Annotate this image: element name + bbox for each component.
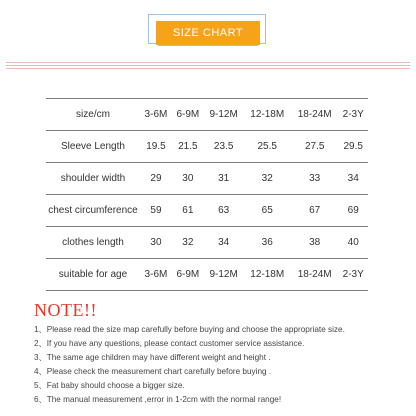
table-cell: 19.5	[140, 131, 172, 163]
table-cell: 23.5	[204, 131, 244, 163]
table-cell: 9-12M	[204, 259, 244, 291]
table-row	[46, 131, 368, 163]
size-table	[46, 98, 368, 291]
table-header-row	[46, 99, 368, 131]
table-row	[46, 227, 368, 259]
row-label: chest circumference	[46, 195, 140, 227]
table-cell: 6-9M	[172, 259, 204, 291]
column-header: 9-12M	[204, 99, 244, 131]
table-cell: 63	[204, 195, 244, 227]
table-cell: 34	[204, 227, 244, 259]
table-cell: 40	[338, 227, 368, 259]
divider-stripe	[6, 62, 410, 63]
table-row	[46, 259, 368, 291]
notes-list	[34, 323, 414, 407]
table-cell: 32	[244, 163, 291, 195]
table-cell: 59	[140, 195, 172, 227]
note-item: 5、Fat baby should choose a bigger size.	[34, 381, 185, 390]
divider-stripe	[6, 65, 410, 66]
row-label: suitable for age	[46, 259, 140, 291]
column-header: size/cm	[46, 99, 140, 131]
row-label: shoulder width	[46, 163, 140, 195]
column-header: 12-18M	[244, 99, 291, 131]
table-cell: 27.5	[291, 131, 338, 163]
table-cell: 34	[338, 163, 368, 195]
note-item: 6、The manual measurement ,error in 1-2cm with the normal range!	[34, 395, 282, 404]
table-cell: 31	[204, 163, 244, 195]
table-cell: 33	[291, 163, 338, 195]
table-cell: 21.5	[172, 131, 204, 163]
header	[0, 0, 416, 80]
column-header: 6-9M	[172, 99, 204, 131]
note-item: 4、Please check the measurement chart carefully before buying .	[34, 367, 272, 376]
table-cell: 69	[338, 195, 368, 227]
table-cell: 67	[291, 195, 338, 227]
table-cell: 38	[291, 227, 338, 259]
table-cell: 2-3Y	[338, 259, 368, 291]
column-header: 2-3Y	[338, 99, 368, 131]
row-label: clothes length	[46, 227, 140, 259]
table-cell: 61	[172, 195, 204, 227]
table-cell: 32	[172, 227, 204, 259]
size-chart-title: SIZE CHART	[156, 21, 260, 45]
note-item: 2、If you have any questions, please contact customer service assistance.	[34, 339, 305, 348]
column-header: 18-24M	[291, 99, 338, 131]
table-cell: 12-18M	[244, 259, 291, 291]
table-cell: 29.5	[338, 131, 368, 163]
note-title: NOTE!!	[34, 300, 97, 320]
table-row	[46, 195, 368, 227]
table-cell: 65	[244, 195, 291, 227]
table-cell: 3-6M	[140, 259, 172, 291]
table-cell: 25.5	[244, 131, 291, 163]
note-item: 1、Please read the size map carefully before buying and choose the appropriate size.	[34, 325, 345, 334]
table-row	[46, 163, 368, 195]
table-cell: 30	[140, 227, 172, 259]
note-item: 3、The same age children may have different weight and height .	[34, 353, 271, 362]
table-cell: 36	[244, 227, 291, 259]
divider-stripe	[6, 68, 410, 69]
table-cell: 29	[140, 163, 172, 195]
column-header: 3-6M	[140, 99, 172, 131]
table-cell: 30	[172, 163, 204, 195]
row-label: Sleeve Length	[46, 131, 140, 163]
table-cell: 18-24M	[291, 259, 338, 291]
